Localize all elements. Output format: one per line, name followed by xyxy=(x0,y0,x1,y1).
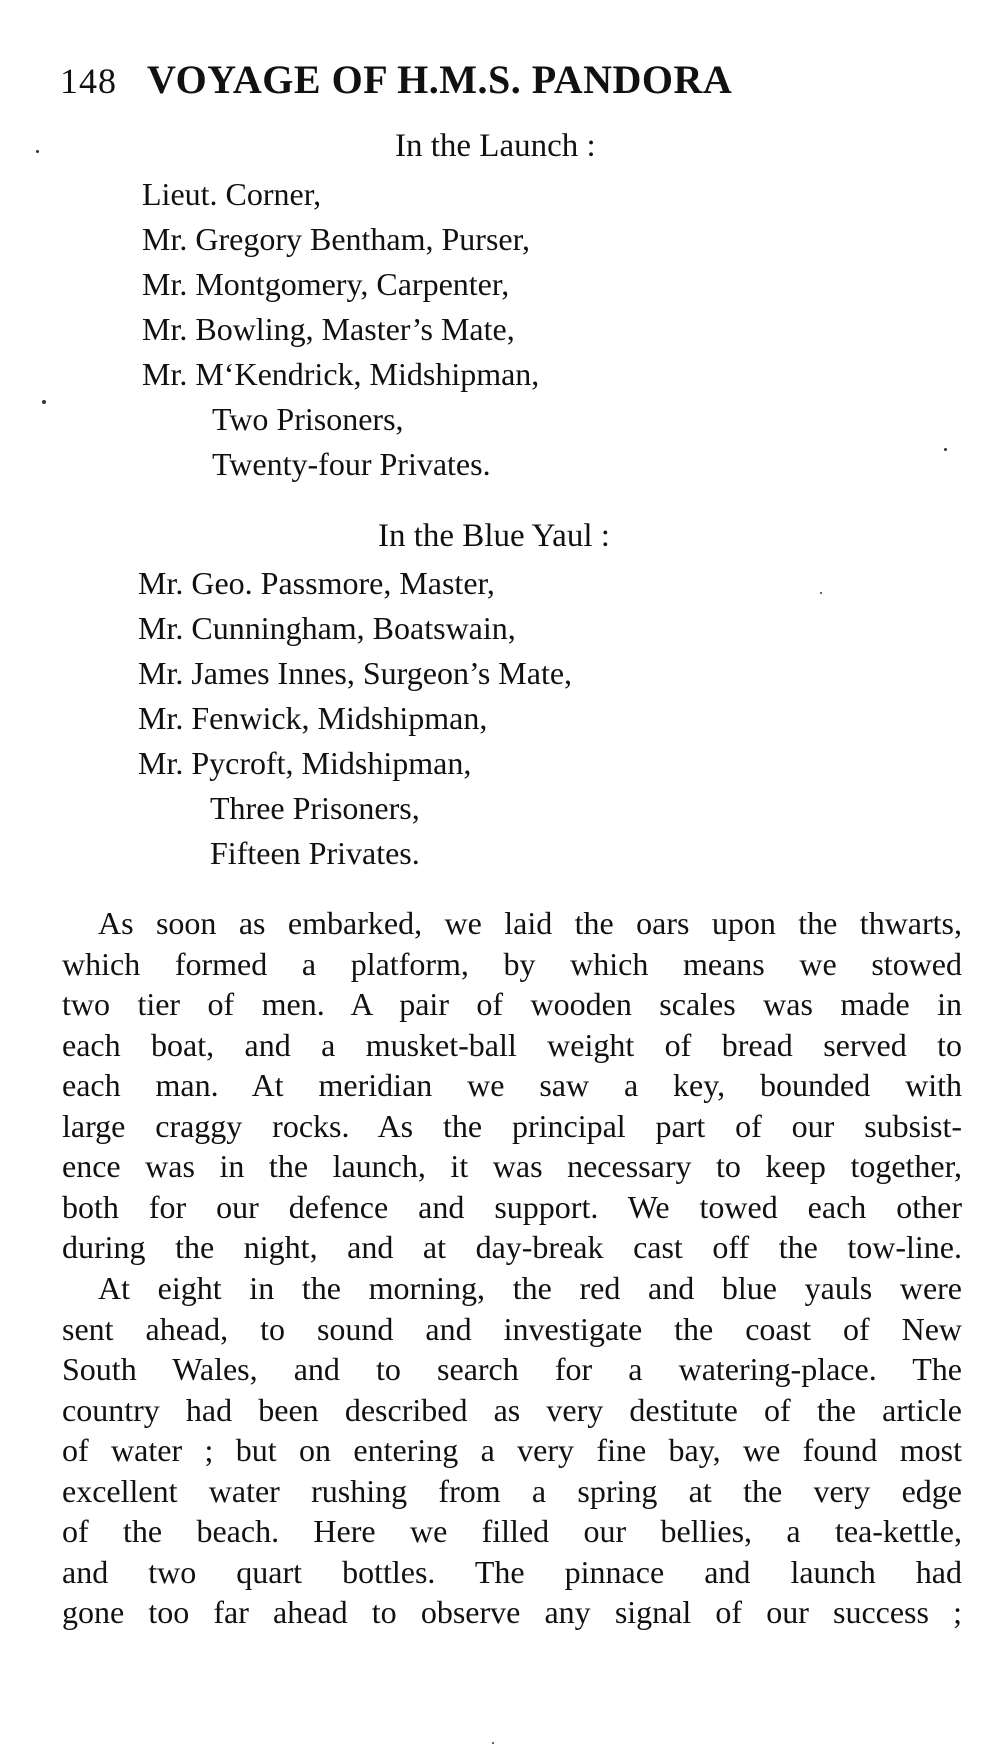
scan-speck xyxy=(820,592,822,594)
blue-yaul-officer: Mr. James Innes, Surgeon’s Mate, xyxy=(138,655,573,691)
body-paragraph xyxy=(62,903,962,1268)
blue-yaul-heading: In the Blue Yaul : xyxy=(378,518,610,554)
scan-speck xyxy=(42,400,46,404)
paragraph-line: each boat, and a musket-ball weight of bread served to xyxy=(62,1026,962,1063)
paragraph-line: country had been described as very destitute of the article xyxy=(62,1391,962,1428)
paragraph-line: of the beach. Here we filled our bellies, a tea-kettle, xyxy=(62,1513,962,1549)
paragraph-line: both for our defence and support. We towed each other xyxy=(62,1188,962,1225)
launch-officer: Mr. M‘Kendrick, Midshipman, xyxy=(142,356,540,392)
paragraph-line: during the night, and at day-break cast off the tow-line. xyxy=(62,1229,962,1265)
blue-yaul-officer: Mr. Pycroft, Midshipman, xyxy=(138,745,472,781)
scan-speck xyxy=(944,448,947,451)
paragraph-line: of water ; but on entering a very fine bay, we found most xyxy=(62,1432,962,1468)
paragraph-line: South Wales, and to search for a watering-place. The xyxy=(62,1351,962,1387)
launch-officer: Mr. Montgomery, Carpenter, xyxy=(142,266,510,302)
launch-other: Twenty-four Privates. xyxy=(212,446,491,482)
blue-yaul-officer: Mr. Geo. Passmore, Master, xyxy=(138,565,495,601)
paragraph-line: As soon as embarked, we laid the oars upon the thwarts, xyxy=(98,905,962,941)
paragraph-line: excellent water rushing from a spring at the very edge xyxy=(62,1472,962,1509)
paragraph-line: ence was in the launch, it was necessary to keep together, xyxy=(62,1148,962,1184)
paragraph-line: each man. At meridian we saw a key, bounded with xyxy=(62,1067,962,1103)
paragraph-line: At eight in the morning, the red and blue yauls were xyxy=(98,1270,962,1306)
blue-yaul-officer: Mr. Fenwick, Midshipman, xyxy=(138,700,488,736)
blue-yaul-officer: Mr. Cunningham, Boatswain, xyxy=(138,610,516,646)
launch-other: Two Prisoners, xyxy=(212,401,404,437)
paragraph-line: which formed a platform, by which means we stowed xyxy=(62,945,962,982)
paragraph-line: gone too far ahead to observe any signal of our success ; xyxy=(62,1594,962,1630)
launch-officer: Mr. Gregory Bentham, Purser, xyxy=(142,221,530,257)
scan-speck xyxy=(492,1742,494,1744)
paragraph-line: sent ahead, to sound and investigate the coast of New xyxy=(62,1310,962,1347)
launch-officer: Lieut. Corner, xyxy=(142,176,322,212)
paragraph-line: large craggy rocks. As the principal part of our subsist- xyxy=(62,1107,962,1144)
body-paragraph xyxy=(62,1268,962,1633)
page-header xyxy=(60,56,940,116)
paragraph-line: two tier of men. A pair of wooden scales was made in xyxy=(62,986,962,1022)
page-number: 148 xyxy=(60,61,117,101)
paragraph-line: and two quart bottles. The pinnace and launch had xyxy=(62,1553,962,1590)
blue-yaul-other: Fifteen Privates. xyxy=(210,835,420,871)
running-head: VOYAGE OF H.M.S. PANDORA xyxy=(147,57,733,102)
scan-speck xyxy=(36,150,39,153)
launch-officer: Mr. Bowling, Master’s Mate, xyxy=(142,311,515,347)
blue-yaul-other: Three Prisoners, xyxy=(210,790,420,826)
launch-heading: In the Launch : xyxy=(395,128,596,164)
